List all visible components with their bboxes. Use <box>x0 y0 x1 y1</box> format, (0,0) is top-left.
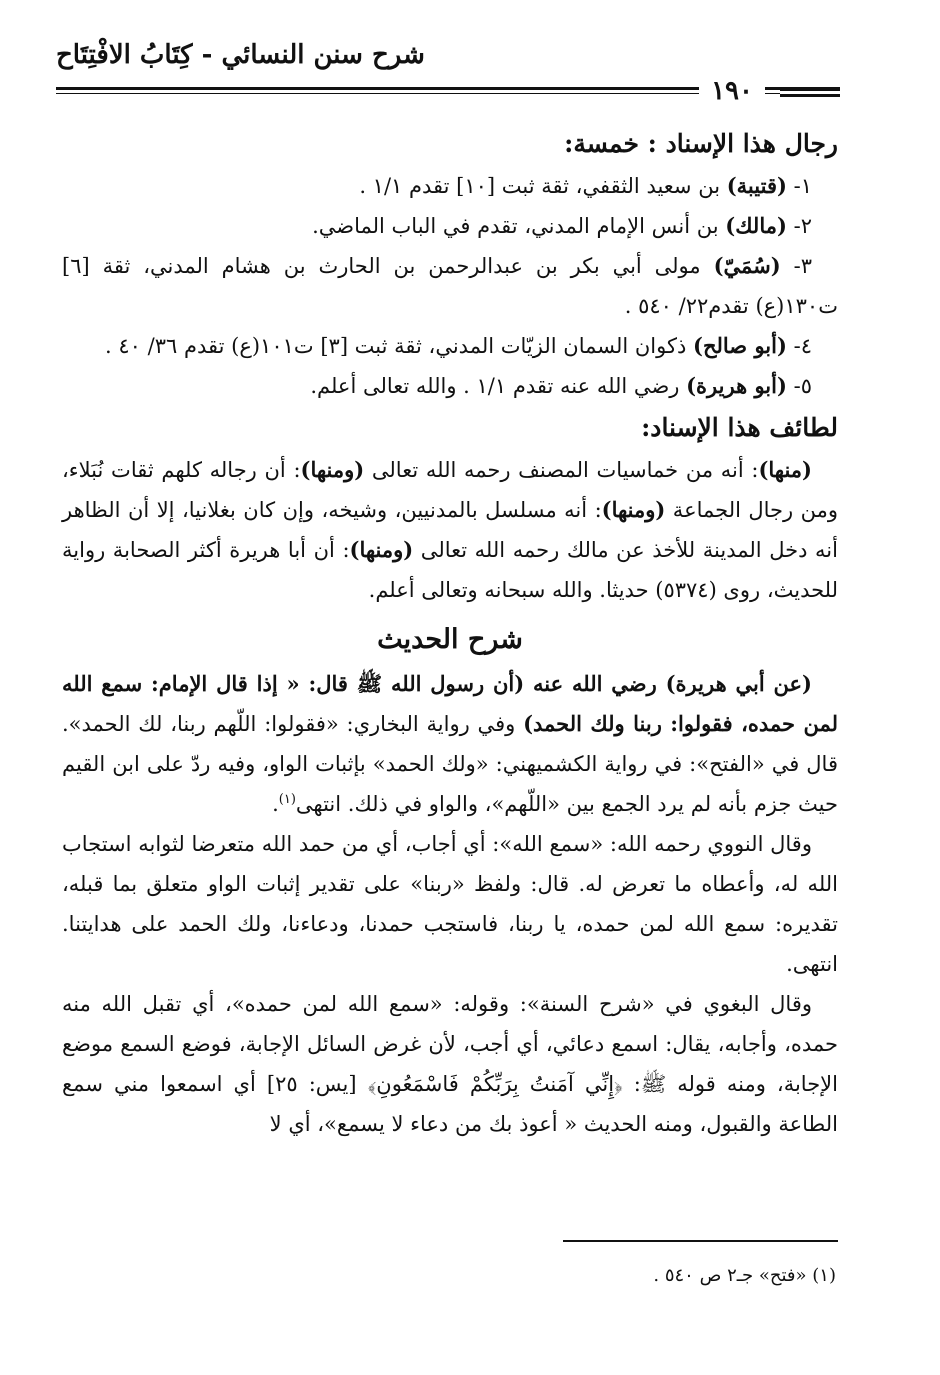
footnote-ref[interactable]: (١) <box>278 792 296 807</box>
paragraph-text: وفي رواية البخاري: «فقولوا: اللّهم ربنا، لك الحمد». قال في «الفتح»: في رواية الكشميهني: «ولك الحمد» بإثبات الواو، وفيه ردّ على ابن القيم حيث جزم بأنه لم يرد الجمع بين «اللّهم»، والواو في ذلك. انتهى <box>62 712 838 816</box>
narrator-name: (أبو صالح) <box>693 333 787 358</box>
narrator-number: ٢- <box>793 214 812 238</box>
narrator-number: ٥- <box>793 374 812 398</box>
paragraph-text: : أنه من خماسيات المصنف رحمه الله تعالى <box>364 458 759 482</box>
header-ornament <box>780 88 840 102</box>
narrator-item <box>62 366 838 406</box>
narrator-text: مولى أبي بكر بن عبدالرحمن بن الحارث بن هشام المدني، ثقة [٦] ت١٣٠(ع) تقدم٢٢/ ٥٤٠ . <box>62 254 838 318</box>
paragraph-text: : أن أبا هريرة أكثر الصحابة رواية للحديث، روى (٥٣٧٤) حديثا. والله سبحانه وتعالى أعلم. <box>62 538 838 602</box>
narrator-text: رضي الله عنه تقدم ١/١ . والله تعالى أعلم. <box>310 374 680 398</box>
narrators-heading: رجال هذا الإسناد : خمسة: <box>564 129 838 158</box>
narrator-item <box>62 166 838 206</box>
narrator-number: ٣- <box>793 254 812 278</box>
running-title: شرح سنن النسائي - كِتَابُ الافْتِتَاح <box>56 40 425 70</box>
commentary-heading: شرح الحديث <box>377 624 523 655</box>
narrator-item <box>62 326 838 366</box>
narrator-text: بن أنس الإمام المدني، تقدم في الباب الماضي. <box>312 214 719 238</box>
narrator-name: (مالك) <box>725 213 787 238</box>
paragraph-text: : أنه مسلسل بالمدنيين، وشيخه، وإن كان بغلانيا، إلا أن الظاهر أنه دخل المدينة للأخذ عن مالك رحمه الله تعالى <box>62 498 838 562</box>
commentary-paragraph: وقال البغوي في «شرح السنة»: وقوله: «سمع الله لمن حمده»، أي تقبل الله منه حمده، وأجابه، يقال: اسمع دعائي، أي أجب، لأن غرض السائل الإجابة، فوضع السمع موضع الإجابة، ومنه قوله ﷺ: ﴿إِنِّي آمَنتُ بِرَبِّكُمْ فَاسْمَعُونِ﴾ [يس: ٢٥] أي اسمعوا مني سمع الطاعة والقبول، ومنه الحديث « أعوذ بك من دعاء لا يسمع»، أي لا <box>62 992 838 1136</box>
commentary-paragraph: وقال النووي رحمه الله: «سمع الله»: أي أجاب، أي من حمد الله متعرضا لثوابه استجاب الله له، وأعطاه ما تعرض له. قال: ولفظ «ربنا» على تقدير إثبات الواو متعلق بما قبله، تقديره: سمع الله لمن حمده، يا ربنا، فاستجب حمدنا، ودعاءنا، ولك الحمد على هدايتنا. انتهى. <box>62 832 838 976</box>
narrator-name: (قتيبة) <box>726 173 787 198</box>
commentary-paragraph <box>62 664 838 824</box>
hadith-text: (عن أبي هريرة) رضي الله عنه (أن رسول الله ﷺ قال: « إذا قال الإمام: سمع الله لمن حمده، فقولوا: ربنا ولك الحمد) <box>62 671 838 736</box>
footnote-rule <box>563 1240 838 1242</box>
narrator-number: ١- <box>793 174 812 198</box>
subtleties-paragraph <box>62 450 838 610</box>
footnote: (١) «فتح» جـ٢ ص ٥٤٠ . <box>653 1265 836 1286</box>
subtleties-heading: لطائف هذا الإسناد: <box>641 413 838 442</box>
paragraph-end: . <box>272 792 279 816</box>
page-body <box>62 122 838 1144</box>
narrator-name: (أبو هريرة) <box>686 373 787 398</box>
page-number: ١٩٠ <box>699 76 765 106</box>
narrator-text: بن سعيد الثقفي، ثقة ثبت [١٠] تقدم ١/١ . <box>359 174 721 198</box>
narrator-number: ٤- <box>793 334 812 358</box>
term-bold: (منها) <box>758 457 812 482</box>
narrator-item <box>62 206 838 246</box>
term-bold: (ومنها) <box>349 537 414 562</box>
paragraph-text: : أن رجاله كلهم ثقات نُبَلاء، ومن رجال الجماعة <box>62 458 839 522</box>
narrator-text: ذكوان السمان الزيّات المدني، ثقة ثبت [٣] ت١٠١(ع) تقدم ٣٦/ ٤٠ . <box>105 334 687 358</box>
page-header <box>56 40 840 110</box>
narrator-name: (سُمَيّ) <box>713 253 781 278</box>
narrator-item <box>62 246 838 326</box>
term-bold: (ومنها) <box>300 457 365 482</box>
term-bold: (ومنها) <box>601 497 666 522</box>
